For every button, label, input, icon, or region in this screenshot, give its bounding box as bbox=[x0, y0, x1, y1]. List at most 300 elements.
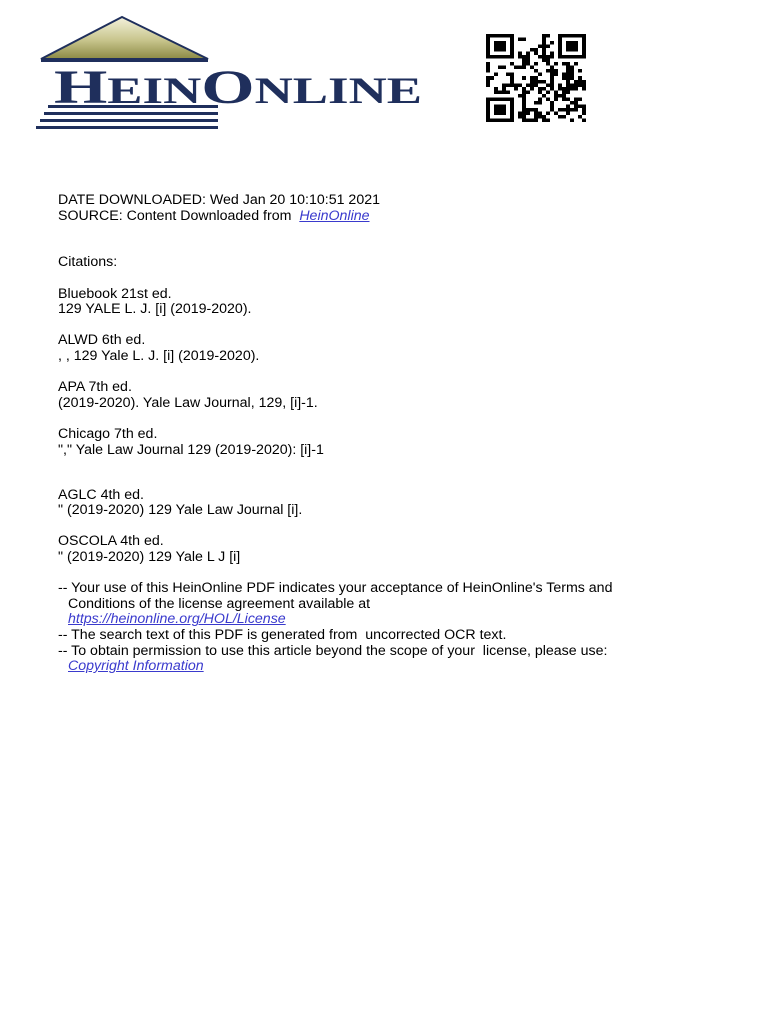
qr-module bbox=[510, 118, 514, 122]
qr-module bbox=[510, 111, 514, 115]
qr-module bbox=[494, 73, 498, 77]
license-link[interactable]: https://heinonline.org/HOL/License bbox=[68, 611, 286, 628]
qr-module bbox=[566, 45, 570, 49]
qr-module bbox=[574, 104, 578, 108]
qr-module bbox=[510, 62, 514, 66]
qr-module bbox=[542, 34, 546, 38]
qr-module bbox=[502, 66, 506, 70]
qr-module bbox=[566, 111, 570, 115]
qr-module bbox=[502, 48, 506, 52]
qr-module bbox=[534, 83, 538, 87]
qr-module bbox=[554, 97, 558, 101]
qr-module bbox=[486, 115, 490, 119]
qr-module bbox=[570, 48, 574, 52]
qr-module bbox=[498, 108, 502, 112]
citation-style-chicago: Chicago 7th ed. bbox=[58, 425, 158, 442]
qr-module bbox=[506, 118, 510, 122]
qr-module bbox=[506, 83, 510, 87]
qr-module bbox=[562, 55, 566, 59]
qr-module bbox=[566, 108, 570, 112]
qr-module bbox=[570, 118, 574, 122]
citations-label: Citations: bbox=[58, 254, 118, 271]
qr-module bbox=[570, 87, 574, 91]
qr-module bbox=[582, 80, 586, 84]
qr-module bbox=[522, 87, 526, 91]
qr-module bbox=[494, 111, 498, 115]
permission-notice: -- To obtain permission to use this article beyond the scope of your license, please use: bbox=[58, 642, 608, 659]
qr-module bbox=[510, 41, 514, 45]
qr-module bbox=[578, 97, 582, 101]
qr-module bbox=[566, 76, 570, 80]
qr-module bbox=[566, 90, 570, 94]
qr-module bbox=[542, 87, 546, 91]
qr-module bbox=[542, 55, 546, 59]
base-step-4 bbox=[36, 126, 218, 129]
qr-module bbox=[562, 90, 566, 94]
qr-module bbox=[542, 59, 546, 63]
qr-module bbox=[522, 115, 526, 119]
qr-module bbox=[570, 69, 574, 73]
qr-module bbox=[582, 83, 586, 87]
qr-module bbox=[554, 62, 558, 66]
qr-module bbox=[530, 83, 534, 87]
qr-module bbox=[534, 80, 538, 84]
qr-module bbox=[486, 52, 490, 56]
qr-module bbox=[510, 108, 514, 112]
copyright-information-link[interactable]: Copyright Information bbox=[68, 658, 204, 675]
qr-module bbox=[534, 69, 538, 73]
qr-module bbox=[546, 97, 550, 101]
qr-module bbox=[546, 55, 550, 59]
qr-module bbox=[502, 55, 506, 59]
qr-module bbox=[538, 101, 542, 105]
qr-module bbox=[550, 104, 554, 108]
qr-module bbox=[502, 90, 506, 94]
qr-module bbox=[538, 80, 542, 84]
qr-module bbox=[486, 41, 490, 45]
qr-module bbox=[542, 45, 546, 49]
qr-module bbox=[582, 55, 586, 59]
qr-module bbox=[562, 115, 566, 119]
qr-module bbox=[510, 52, 514, 56]
qr-module bbox=[546, 45, 550, 49]
qr-module bbox=[522, 118, 526, 122]
qr-module bbox=[558, 41, 562, 45]
license-link-line bbox=[58, 612, 738, 628]
qr-module bbox=[566, 104, 570, 108]
qr-module bbox=[490, 55, 494, 59]
qr-module bbox=[578, 55, 582, 59]
citation-text-aglc: " (2019-2020) 129 Yale Law Journal [i]. bbox=[58, 502, 303, 519]
qr-module bbox=[522, 111, 526, 115]
qr-module bbox=[570, 101, 574, 105]
qr-module bbox=[510, 80, 514, 84]
qr-module bbox=[490, 76, 494, 80]
qr-module bbox=[546, 69, 550, 73]
qr-module bbox=[534, 111, 538, 115]
qr-module bbox=[494, 55, 498, 59]
qr-module bbox=[582, 41, 586, 45]
qr-module bbox=[550, 87, 554, 91]
qr-module bbox=[518, 83, 522, 87]
qr-module bbox=[550, 69, 554, 73]
qr-module bbox=[546, 111, 550, 115]
qr-module bbox=[558, 108, 562, 112]
qr-module bbox=[554, 94, 558, 98]
qr-module bbox=[546, 62, 550, 66]
qr-module bbox=[566, 80, 570, 84]
qr-module bbox=[526, 111, 530, 115]
qr-module bbox=[570, 76, 574, 80]
qr-module bbox=[530, 108, 534, 112]
qr-module bbox=[562, 108, 566, 112]
pediment-shape bbox=[41, 17, 208, 59]
qr-code-graphic bbox=[486, 34, 586, 122]
qr-module bbox=[562, 97, 566, 101]
qr-module bbox=[510, 97, 514, 101]
qr-module bbox=[582, 111, 586, 115]
qr-module bbox=[574, 101, 578, 105]
qr-module bbox=[542, 41, 546, 45]
qr-module bbox=[530, 48, 534, 52]
qr-module bbox=[486, 101, 490, 105]
citation-text-oscola: " (2019-2020) 129 Yale L J [i] bbox=[58, 549, 241, 566]
heinonline-logo bbox=[36, 14, 428, 134]
qr-module bbox=[510, 104, 514, 108]
citation-style-aglc: AGLC 4th ed. bbox=[58, 486, 144, 503]
qr-module bbox=[494, 104, 498, 108]
qr-module bbox=[522, 104, 526, 108]
qr-module bbox=[582, 38, 586, 42]
qr-module bbox=[578, 115, 582, 119]
qr-module bbox=[486, 83, 490, 87]
qr-module bbox=[494, 45, 498, 49]
qr-module bbox=[506, 73, 510, 77]
qr-module bbox=[582, 108, 586, 112]
heinonline-link[interactable]: HeinOnline bbox=[299, 207, 370, 224]
qr-module bbox=[486, 55, 490, 59]
qr-module bbox=[486, 111, 490, 115]
qr-module bbox=[542, 118, 546, 122]
qr-module bbox=[578, 80, 582, 84]
qr-module bbox=[486, 80, 490, 84]
qr-module bbox=[550, 83, 554, 87]
qr-module bbox=[578, 104, 582, 108]
qr-module bbox=[582, 52, 586, 56]
qr-module bbox=[506, 55, 510, 59]
qr-module bbox=[498, 111, 502, 115]
qr-module bbox=[566, 87, 570, 91]
qr-module bbox=[494, 87, 498, 91]
citation-style-bluebook: Bluebook 21st ed. bbox=[58, 285, 172, 302]
qr-module bbox=[518, 111, 522, 115]
qr-module bbox=[526, 118, 530, 122]
qr-module bbox=[566, 41, 570, 45]
qr-module bbox=[510, 101, 514, 105]
qr-module bbox=[570, 34, 574, 38]
qr-module bbox=[522, 76, 526, 80]
qr-module bbox=[510, 38, 514, 42]
logo-wordmark: H EIN O NLINE bbox=[54, 61, 372, 114]
qr-module bbox=[486, 118, 490, 122]
qr-module bbox=[566, 48, 570, 52]
qr-module bbox=[518, 115, 522, 119]
qr-module bbox=[494, 118, 498, 122]
qr-module bbox=[582, 87, 586, 91]
qr-module bbox=[574, 41, 578, 45]
qr-code-icon bbox=[486, 34, 586, 122]
qr-module bbox=[558, 83, 562, 87]
qr-module bbox=[534, 101, 538, 105]
qr-module bbox=[574, 62, 578, 66]
qr-module bbox=[542, 52, 546, 56]
copyright-link-line bbox=[58, 659, 738, 675]
qr-module bbox=[498, 41, 502, 45]
qr-module bbox=[546, 59, 550, 63]
qr-module bbox=[566, 97, 570, 101]
qr-module bbox=[546, 118, 550, 122]
qr-module bbox=[582, 118, 586, 122]
qr-module bbox=[498, 48, 502, 52]
qr-module bbox=[498, 34, 502, 38]
qr-module bbox=[502, 97, 506, 101]
qr-module bbox=[526, 55, 530, 59]
qr-module bbox=[554, 90, 558, 94]
qr-module bbox=[510, 48, 514, 52]
source-line bbox=[58, 209, 738, 225]
qr-module bbox=[502, 104, 506, 108]
qr-module bbox=[510, 83, 514, 87]
qr-module bbox=[486, 104, 490, 108]
qr-module bbox=[518, 52, 522, 56]
qr-module bbox=[538, 45, 542, 49]
qr-module bbox=[562, 87, 566, 91]
qr-module bbox=[502, 108, 506, 112]
qr-module bbox=[494, 34, 498, 38]
citation-style-alwd: ALWD 6th ed. bbox=[58, 332, 146, 349]
qr-module bbox=[490, 97, 494, 101]
qr-module bbox=[546, 83, 550, 87]
date-downloaded: DATE DOWNLOADED: Wed Jan 20 10:10:51 2021 bbox=[58, 192, 380, 208]
qr-module bbox=[542, 38, 546, 42]
qr-module bbox=[558, 52, 562, 56]
qr-module bbox=[510, 34, 514, 38]
qr-module bbox=[550, 73, 554, 77]
qr-module bbox=[522, 108, 526, 112]
qr-module bbox=[518, 66, 522, 70]
qr-module bbox=[558, 45, 562, 49]
qr-module bbox=[494, 41, 498, 45]
qr-module bbox=[582, 48, 586, 52]
qr-module bbox=[534, 115, 538, 119]
qr-module bbox=[550, 101, 554, 105]
qr-module bbox=[558, 38, 562, 42]
qr-module bbox=[498, 118, 502, 122]
citation-text-bluebook: 129 YALE L. J. [i] (2019-2020). bbox=[58, 301, 252, 318]
qr-module bbox=[574, 97, 578, 101]
qr-module bbox=[538, 97, 542, 101]
qr-module bbox=[578, 34, 582, 38]
qr-module bbox=[486, 97, 490, 101]
qr-module bbox=[502, 118, 506, 122]
qr-module bbox=[570, 55, 574, 59]
qr-module bbox=[574, 55, 578, 59]
qr-module bbox=[506, 34, 510, 38]
qr-module bbox=[486, 34, 490, 38]
qr-module bbox=[494, 108, 498, 112]
ocr-notice: -- The search text of this PDF is generated from uncorrected OCR text. bbox=[58, 627, 507, 644]
qr-module bbox=[542, 48, 546, 52]
qr-module bbox=[562, 73, 566, 77]
qr-module bbox=[566, 62, 570, 66]
qr-module bbox=[574, 34, 578, 38]
qr-module bbox=[534, 52, 538, 56]
qr-module bbox=[566, 69, 570, 73]
qr-module bbox=[558, 115, 562, 119]
qr-module bbox=[574, 83, 578, 87]
qr-module bbox=[554, 73, 558, 77]
qr-module bbox=[558, 48, 562, 52]
qr-module bbox=[570, 108, 574, 112]
qr-module bbox=[530, 80, 534, 84]
qr-module bbox=[522, 62, 526, 66]
terms-notice-line-1: -- Your use of this HeinOnline PDF indicates your acceptance of HeinOnline's Terms and bbox=[58, 580, 613, 597]
qr-module bbox=[526, 52, 530, 56]
citation-style-oscola: OSCOLA 4th ed. bbox=[58, 533, 164, 550]
qr-module bbox=[554, 69, 558, 73]
qr-module bbox=[506, 90, 510, 94]
citation-text-apa: (2019-2020). Yale Law Journal, 129, [i]-1. bbox=[58, 394, 318, 411]
source-prefix: SOURCE: Content Downloaded from bbox=[58, 207, 296, 224]
qr-module bbox=[538, 115, 542, 119]
qr-module bbox=[542, 80, 546, 84]
qr-module bbox=[522, 94, 526, 98]
qr-module bbox=[538, 111, 542, 115]
qr-module bbox=[534, 76, 538, 80]
qr-module bbox=[522, 55, 526, 59]
qr-module bbox=[530, 118, 534, 122]
qr-module bbox=[486, 76, 490, 80]
qr-module bbox=[578, 83, 582, 87]
qr-module bbox=[510, 55, 514, 59]
qr-module bbox=[574, 45, 578, 49]
qr-module bbox=[498, 97, 502, 101]
qr-module bbox=[526, 108, 530, 112]
qr-module bbox=[498, 45, 502, 49]
qr-module bbox=[502, 83, 506, 87]
qr-module bbox=[486, 69, 490, 73]
qr-module bbox=[526, 62, 530, 66]
qr-module bbox=[486, 45, 490, 49]
qr-module bbox=[558, 87, 562, 91]
qr-module bbox=[538, 90, 542, 94]
qr-module bbox=[566, 34, 570, 38]
qr-module bbox=[486, 62, 490, 66]
qr-module bbox=[578, 76, 582, 80]
qr-module bbox=[498, 66, 502, 70]
qr-module bbox=[530, 87, 534, 91]
qr-module bbox=[514, 66, 518, 70]
qr-module bbox=[538, 73, 542, 77]
qr-module bbox=[534, 118, 538, 122]
qr-module bbox=[566, 73, 570, 77]
qr-module bbox=[522, 59, 526, 63]
qr-module bbox=[582, 34, 586, 38]
qr-module bbox=[534, 108, 538, 112]
qr-module bbox=[522, 101, 526, 105]
qr-module bbox=[486, 66, 490, 70]
qr-module bbox=[574, 48, 578, 52]
qr-module bbox=[562, 62, 566, 66]
qr-module bbox=[494, 97, 498, 101]
qr-module bbox=[550, 55, 554, 59]
qr-module bbox=[574, 80, 578, 84]
qr-module bbox=[562, 34, 566, 38]
citation-style-apa: APA 7th ed. bbox=[58, 379, 132, 396]
qr-module bbox=[582, 45, 586, 49]
qr-module bbox=[526, 83, 530, 87]
qr-module bbox=[574, 108, 578, 112]
qr-module bbox=[550, 41, 554, 45]
qr-module bbox=[498, 90, 502, 94]
qr-module bbox=[530, 76, 534, 80]
qr-module bbox=[522, 38, 526, 42]
qr-module bbox=[550, 80, 554, 84]
qr-module bbox=[518, 55, 522, 59]
qr-module bbox=[522, 66, 526, 70]
qr-module bbox=[534, 48, 538, 52]
qr-module bbox=[550, 52, 554, 56]
qr-module bbox=[514, 87, 518, 91]
qr-module bbox=[502, 45, 506, 49]
qr-module bbox=[566, 55, 570, 59]
qr-module bbox=[550, 76, 554, 80]
qr-module bbox=[494, 48, 498, 52]
qr-module bbox=[514, 83, 518, 87]
qr-module bbox=[554, 111, 558, 115]
qr-module bbox=[490, 34, 494, 38]
qr-module bbox=[562, 76, 566, 80]
qr-module bbox=[486, 38, 490, 42]
terms-notice-line-2: Conditions of the license agreement available at bbox=[68, 595, 371, 612]
qr-module bbox=[570, 45, 574, 49]
qr-module bbox=[518, 94, 522, 98]
qr-module bbox=[510, 115, 514, 119]
qr-module bbox=[538, 87, 542, 91]
base-step-3 bbox=[40, 119, 218, 122]
qr-module bbox=[530, 66, 534, 70]
qr-module bbox=[566, 83, 570, 87]
qr-module bbox=[486, 48, 490, 52]
qr-module bbox=[494, 90, 498, 94]
qr-module bbox=[518, 38, 522, 42]
qr-module bbox=[502, 87, 506, 91]
qr-module bbox=[510, 45, 514, 49]
qr-module bbox=[558, 55, 562, 59]
qr-module bbox=[558, 94, 562, 98]
qr-module bbox=[570, 83, 574, 87]
qr-module bbox=[570, 73, 574, 77]
qr-module bbox=[550, 108, 554, 112]
qr-module bbox=[558, 34, 562, 38]
download-cover-sheet bbox=[58, 193, 738, 675]
qr-module bbox=[566, 66, 570, 70]
heinonline-logo-graphic bbox=[36, 14, 428, 134]
qr-module bbox=[570, 66, 574, 70]
qr-module bbox=[506, 97, 510, 101]
qr-module bbox=[498, 55, 502, 59]
qr-module bbox=[542, 115, 546, 119]
